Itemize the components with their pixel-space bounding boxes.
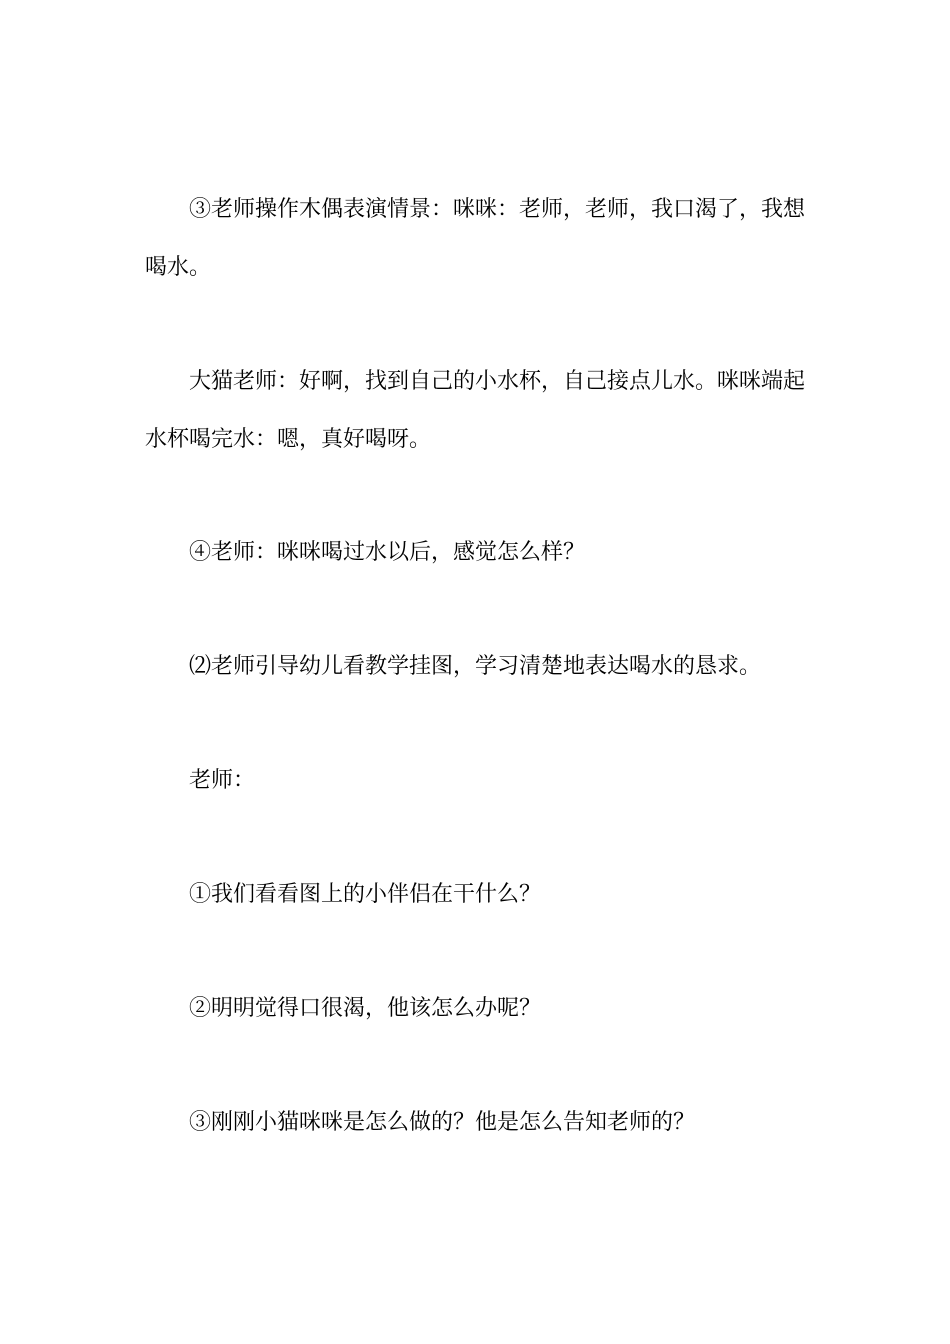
paragraph-question-2: ②明明觉得口很渴，他该怎么办呢？	[189, 996, 542, 1021]
paragraph-puppet-scene: ③老师操作木偶表演情景：咪咪：老师，老师，我口渴了，我想喝水。	[145, 197, 806, 280]
paragraph-question-3: ③刚刚小猫咪咪是怎么做的？他是怎么告知老师的？	[189, 1110, 696, 1135]
paragraph-teacher-label: 老师：	[189, 768, 256, 793]
paragraph-question-1: ①我们看看图上的小伴侣在干什么？	[189, 882, 542, 907]
paragraph-wall-chart: ⑵老师引导幼儿看教学挂图，学习清楚地表达喝水的恳求。	[189, 654, 762, 679]
paragraph-big-cat-teacher: 大猫老师：好啊，找到自己的小水杯，自己接点儿水。咪咪端起水杯喝完水：嗯，真好喝呀。	[145, 369, 806, 452]
paragraph-teacher-question: ④老师：咪咪喝过水以后，感觉怎么样？	[189, 540, 586, 565]
